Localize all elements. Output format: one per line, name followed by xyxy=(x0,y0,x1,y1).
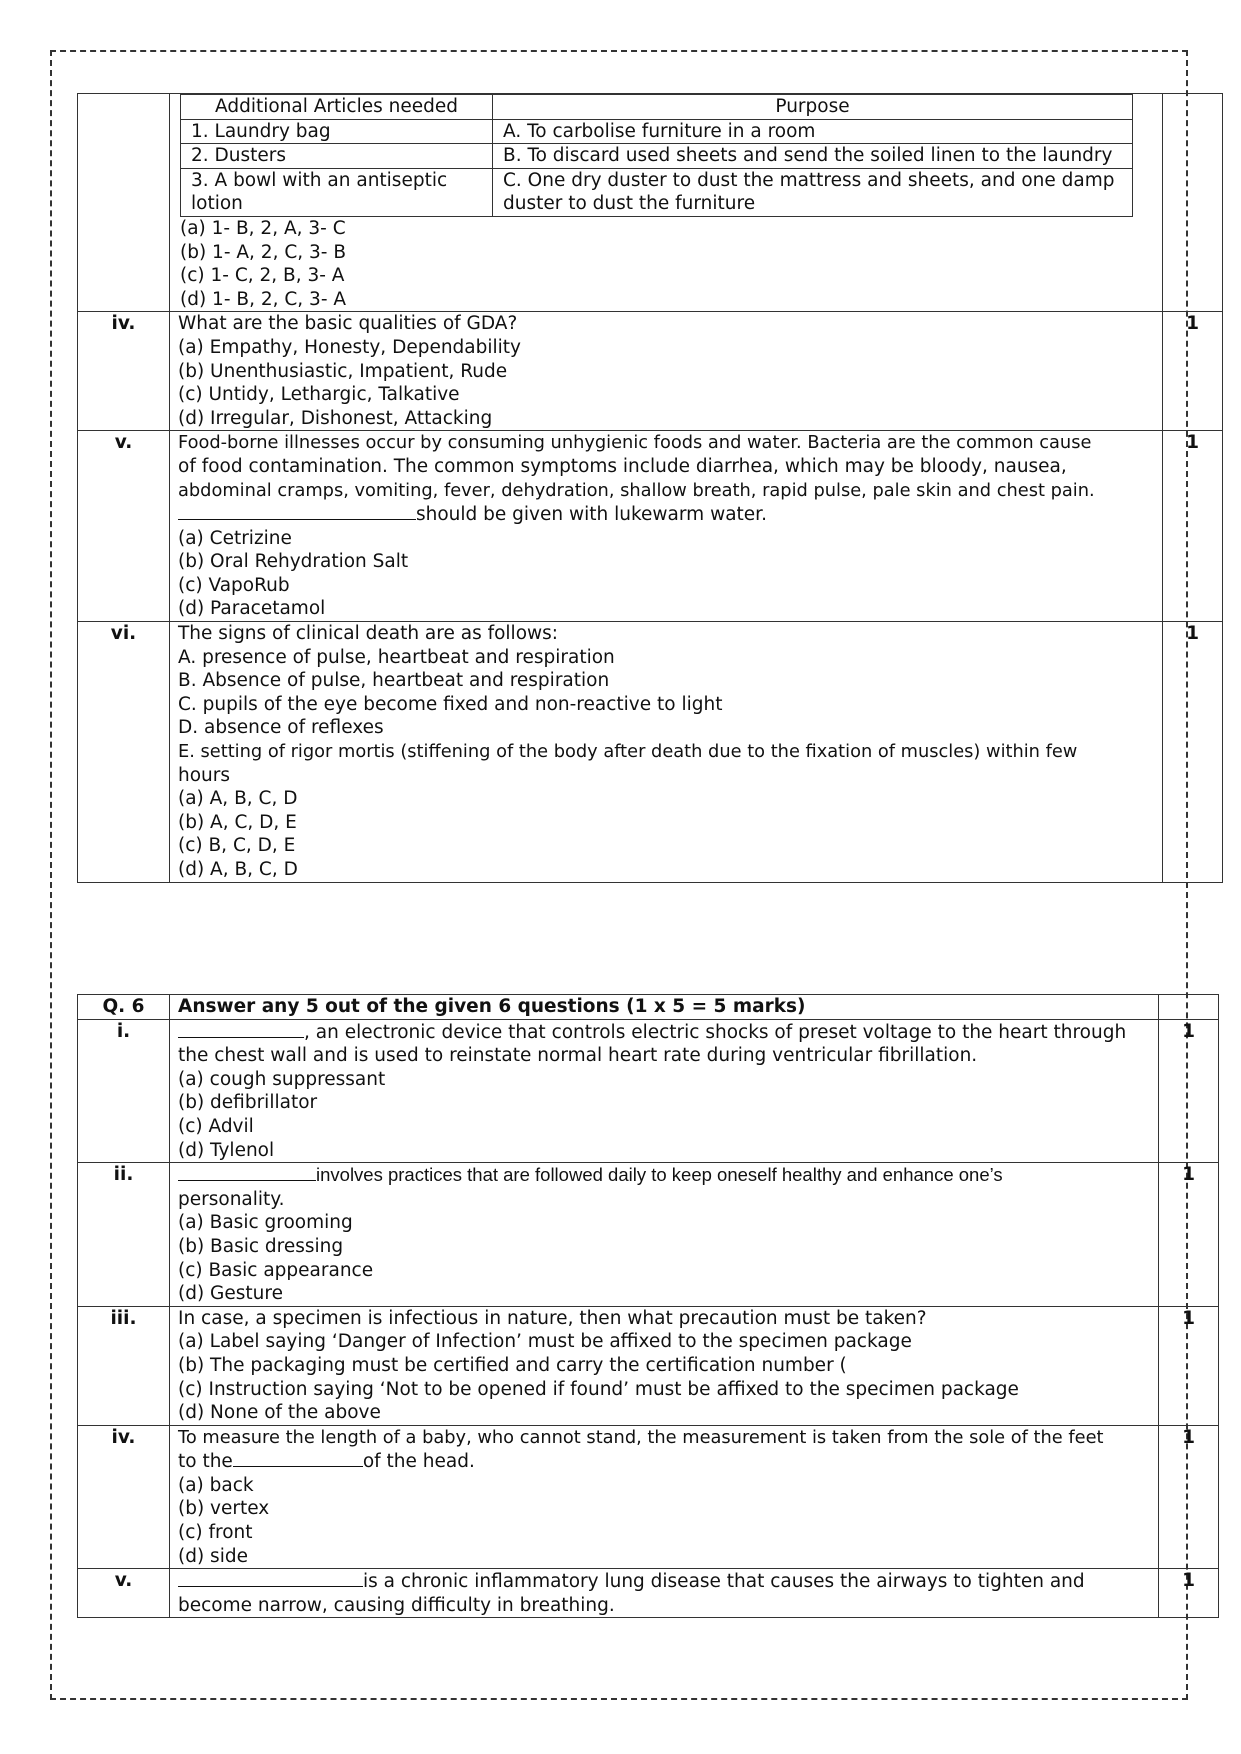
option: (d) 1- B, 2, C, 3- A xyxy=(180,288,347,310)
section-header-row xyxy=(78,995,1219,1020)
option: (c) front xyxy=(178,1522,253,1544)
question-row-match xyxy=(78,94,1223,312)
question-row xyxy=(78,312,1223,431)
option: (b) A, C, D, E xyxy=(178,811,297,833)
question-line: In case, a specimen is infectious in nature, then what precaution must be taken? xyxy=(178,1307,927,1329)
question-line: abdominal cramps, vomiting, fever, dehydration, shallow breath, rapid pulse, pale skin and chest pain. xyxy=(178,479,1095,501)
question-line: personality. xyxy=(178,1188,285,1210)
option: (a) Cetrizine xyxy=(178,527,292,549)
option: (b) vertex xyxy=(178,1498,270,1520)
question-line: of food contamination. The common symptoms include diarrhea, which may be bloody, nausea, xyxy=(178,455,1067,477)
question-line xyxy=(178,1449,1150,1474)
question-line: A. presence of pulse, heartbeat and respiration xyxy=(178,646,615,668)
question-marks: 1 xyxy=(1159,1425,1219,1569)
question-number: v. xyxy=(78,1569,170,1618)
option: (b) 1- A, 2, C, 3- B xyxy=(180,241,347,263)
question-table-top xyxy=(77,93,1223,883)
question-marks xyxy=(1159,995,1219,1020)
answer-blank[interactable] xyxy=(178,1569,363,1587)
answer-blank[interactable] xyxy=(233,1449,363,1467)
question-number: iii. xyxy=(78,1306,170,1425)
option: (a) A, B, C, D xyxy=(178,788,298,810)
question-body xyxy=(170,1425,1159,1569)
option: (c) 1- C, 2, B, 3- A xyxy=(180,265,345,287)
question-line: B. Absence of pulse, heartbeat and respiration xyxy=(178,670,610,692)
option: (d) side xyxy=(178,1545,248,1567)
option: (d) Irregular, Dishonest, Attacking xyxy=(178,407,493,429)
answer-blank[interactable] xyxy=(178,1020,304,1038)
question-line: E. setting of rigor mortis (stiffening of the body after death due to the fixation of muscles) within few xyxy=(178,741,1078,763)
question-row xyxy=(78,622,1223,883)
matching-cell: 2. Dusters xyxy=(181,144,493,169)
option: (d) Gesture xyxy=(178,1283,283,1305)
question-body xyxy=(170,431,1163,622)
option: (c) Advil xyxy=(178,1115,254,1137)
blank-text: should be given with lukewarm water. xyxy=(416,504,767,526)
option: (d) Paracetamol xyxy=(178,598,326,620)
matching-header-articles: Additional Articles needed xyxy=(181,95,493,120)
matching-cell: 3. A bowl with an antiseptic lotion xyxy=(181,168,493,216)
option: (a) cough suppressant xyxy=(178,1068,386,1090)
question-body xyxy=(170,94,1163,312)
option: (d) A, B, C, D xyxy=(178,859,298,880)
matching-table xyxy=(180,94,1133,217)
option: (a) Basic grooming xyxy=(178,1212,353,1234)
option: (b) defibrillator xyxy=(178,1092,318,1114)
option: (c) B, C, D, E xyxy=(178,835,296,857)
question-line xyxy=(178,1569,1150,1594)
section-heading: Answer any 5 out of the given 6 questions (1 x 5 = 5 marks) xyxy=(170,995,1159,1020)
option: (b) The packaging must be certified and carry the certification number ( xyxy=(178,1354,847,1376)
section-number: Q. 6 xyxy=(78,995,170,1020)
question-row xyxy=(78,1425,1219,1569)
option: (c) Untidy, Lethargic, Talkative xyxy=(178,384,460,406)
option: (b) Unenthusiastic, Impatient, Rude xyxy=(178,360,508,382)
question-line: become narrow, causing difficulty in breathing. xyxy=(178,1594,615,1616)
question-body xyxy=(170,1306,1159,1425)
question-row xyxy=(78,1569,1219,1618)
question-line xyxy=(178,502,1154,527)
question-body xyxy=(170,622,1163,883)
question-marks: 1 xyxy=(1159,1163,1219,1307)
matching-row xyxy=(181,168,1133,216)
question-number: ii. xyxy=(78,1163,170,1307)
question-table-q6 xyxy=(77,994,1219,1618)
question-body xyxy=(170,1163,1159,1307)
matching-row xyxy=(181,144,1133,169)
question-marks: 1 xyxy=(1163,431,1223,622)
option: (a) back xyxy=(178,1474,254,1496)
question-line: The signs of clinical death are as follows: xyxy=(178,623,559,645)
matching-cell: 1. Laundry bag xyxy=(181,119,493,144)
question-number: iv. xyxy=(78,312,170,431)
question-line: What are the basic qualities of GDA? xyxy=(178,313,518,335)
question-text: is a chronic inflammatory lung disease that causes the airways to tighten and xyxy=(363,1571,1085,1593)
question-text: to the xyxy=(178,1451,233,1473)
option: (a) 1- B, 2, A, 3- C xyxy=(180,217,346,239)
question-text: of the head. xyxy=(362,1451,475,1473)
option: (d) Tylenol xyxy=(178,1139,275,1161)
option: (d) None of the above xyxy=(178,1402,381,1424)
option: (a) Label saying ‘Danger of Infection’ must be affixed to the specimen package xyxy=(178,1331,912,1353)
question-row xyxy=(78,1019,1219,1163)
question-text: , an electronic device that controls electric shocks of preset voltage to the heart through xyxy=(304,1021,1127,1043)
question-marks: 1 xyxy=(1159,1569,1219,1618)
option: (c) VapoRub xyxy=(178,574,290,596)
question-body xyxy=(170,1569,1159,1618)
question-line: Food-borne illnesses occur by consuming unhygienic foods and water. Bacteria are the common cause xyxy=(178,432,1092,454)
option: (c) Basic appearance xyxy=(178,1259,374,1281)
question-marks: 1 xyxy=(1159,1019,1219,1163)
option: (b) Basic dressing xyxy=(178,1235,344,1257)
question-row xyxy=(78,431,1223,622)
option: (b) Oral Rehydration Salt xyxy=(178,551,409,573)
question-line: C. pupils of the eye become fixed and non-reactive to light xyxy=(178,693,723,715)
question-number xyxy=(78,94,170,312)
question-line xyxy=(178,1020,1150,1045)
question-number: v. xyxy=(78,431,170,622)
question-number: i. xyxy=(78,1019,170,1163)
matching-header-row xyxy=(181,95,1133,120)
question-line: hours xyxy=(178,764,231,786)
question-line: the chest wall and is used to reinstate normal heart rate during ventricular fibrillation. xyxy=(178,1045,978,1067)
question-number: iv. xyxy=(78,1425,170,1569)
matching-cell: A. To carbolise furniture in a room xyxy=(493,119,1133,144)
question-marks: 1 xyxy=(1163,312,1223,431)
question-marks xyxy=(1163,94,1223,312)
question-body xyxy=(170,1019,1159,1163)
question-line: To measure the length of a baby, who cannot stand, the measurement is taken from the sole of the feet xyxy=(178,1426,1104,1448)
question-line: D. absence of reflexes xyxy=(178,717,384,739)
question-row xyxy=(78,1306,1219,1425)
answer-blank[interactable] xyxy=(178,1163,316,1181)
question-body xyxy=(170,312,1163,431)
matching-cell: B. To discard used sheets and send the soiled linen to the laundry xyxy=(493,144,1133,169)
question-text: involves practices that are followed daily to keep oneself healthy and enhance one’s xyxy=(316,1164,1003,1186)
question-row xyxy=(78,1163,1219,1307)
question-line xyxy=(178,1163,1150,1188)
question-number: vi. xyxy=(78,622,170,883)
matching-header-purpose: Purpose xyxy=(493,95,1133,120)
question-marks: 1 xyxy=(1163,622,1223,883)
matching-row xyxy=(181,119,1133,144)
option: (a) Empathy, Honesty, Dependability xyxy=(178,336,521,358)
option: (c) Instruction saying ‘Not to be opened if found’ must be affixed to the specimen package xyxy=(178,1378,1019,1400)
answer-blank[interactable] xyxy=(178,502,416,520)
question-marks: 1 xyxy=(1159,1306,1219,1425)
matching-cell: C. One dry duster to dust the mattress and sheets, and one damp duster to dust the furniture xyxy=(493,168,1133,216)
